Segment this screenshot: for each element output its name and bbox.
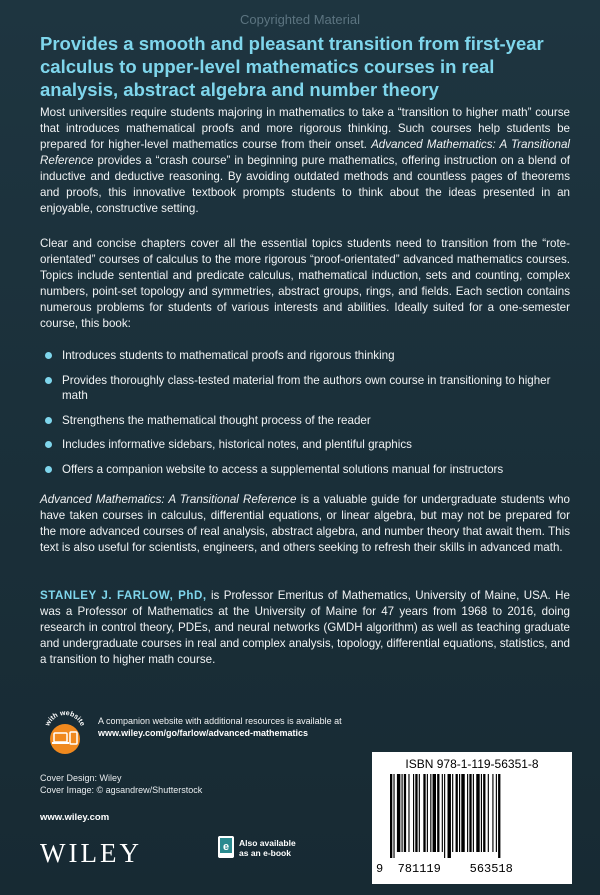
barcode-bar — [476, 774, 479, 852]
wiley-logo: WILEY — [40, 838, 142, 868]
feature-item — [40, 437, 560, 453]
headline: Provides a smooth and pleasant transition from first-year calculus to upper-level mathematics courses in real analysis, abstract algebra and number theory — [40, 33, 544, 100]
bullet-dot-icon — [45, 417, 52, 424]
isbn-digits: 9 781119 563518 — [376, 862, 513, 876]
barcode-bar — [397, 774, 400, 852]
barcode-bar — [430, 774, 431, 852]
bullet-dot-icon — [45, 377, 52, 384]
book-title: Advanced Mathematics: A Transitional Reference — [40, 138, 571, 167]
book-title: Advanced Mathematics: A Transitional Reference — [40, 493, 297, 506]
para1-text-b: provides a “crash course” in beginning pure mathematics, offering instruction on a blend of inductive and deductive reasoning. By avoiding outdated methods and countless pages of theorems and proofs, this innovative textbook prompts students to think about the ideas presented in an enjoyable, constructive setting. — [40, 154, 570, 215]
feature-item — [40, 462, 560, 478]
barcode-bar — [390, 774, 392, 858]
feature-list — [40, 348, 560, 486]
barcode-icon — [386, 774, 562, 858]
barcode-bar — [488, 774, 489, 852]
barcode-bar — [456, 774, 458, 852]
barcode-bar — [444, 774, 445, 858]
ebook-line-1: Also available — [239, 838, 296, 848]
feature-item — [40, 373, 560, 404]
author-bio — [40, 588, 570, 668]
feature-text: Provides thoroughly class-tested material from the authors own course in transitioning to higher math — [62, 373, 551, 402]
author-name: STANLEY J. FARLOW, PhD, — [40, 589, 207, 602]
barcode-bar — [408, 774, 409, 852]
with-website-badge-icon — [40, 708, 90, 758]
feature-text: Strengthens the mathematical thought process of the reader — [62, 413, 371, 427]
ebook-availability — [239, 838, 296, 858]
barcode-bar — [498, 774, 500, 858]
barcode-bar — [492, 774, 493, 852]
barcode-bar — [467, 774, 468, 852]
barcode-bar — [448, 774, 451, 858]
barcode-bar — [404, 774, 406, 852]
feature-text: Offers a companion website to access a supplemental solutions manual for instructors — [62, 462, 504, 476]
feature-text: Includes informative sidebars, historical notes, and plentiful graphics — [62, 438, 412, 451]
ebook-icon — [218, 836, 234, 858]
barcode-bar — [419, 774, 420, 852]
para3-text: is a valuable guide for undergraduate students who have taken courses in calculus, differential equations, or linear algebra, but may not be prepared for the more advanced courses of real analysis, abstract algebra, and number theory that await them. This text is also useful for scientists, engineers, and others seeking to refresh their skills in advanced math. — [40, 493, 570, 554]
barcode-bar — [442, 774, 443, 852]
barcode-bar — [427, 774, 428, 852]
barcode-bar — [481, 774, 482, 852]
barcode-bar — [452, 774, 453, 852]
barcode-bar — [423, 774, 425, 852]
copyright-watermark: Copyrighted Material — [240, 12, 360, 27]
svg-text:e: e — [222, 841, 230, 853]
para1-text-a: Most universities require students majoring in mathematics to take a “transition to higher math” course that introduces mathematical proofs and more rigorous thinking. Such courses help students be prepared for higher-level mathematics course from their onset. — [40, 106, 570, 151]
companion-website-note — [98, 715, 342, 739]
bullet-dot-icon — [45, 352, 52, 359]
companion-text: A companion website with additional resources is available at — [98, 716, 342, 726]
cover-image-credit: Cover Image: © agsandrew/Shutterstock — [40, 785, 203, 795]
barcode-bar — [473, 774, 474, 852]
barcode-bar — [433, 774, 436, 852]
cover-design-credit: Cover Design: Wiley — [40, 773, 122, 783]
wiley-url-link[interactable]: www.wiley.com — [40, 812, 110, 823]
badge-text: with website — [44, 709, 86, 728]
barcode-bar — [413, 774, 414, 852]
barcode-bar — [459, 774, 460, 852]
barcode-bar — [496, 774, 497, 852]
description-paragraph-2: Clear and concise chapters cover all the essential topics students need to transition from the “rote-orientated” courses of calculus to the more rigorous “proof-orientated” advanced mathematics courses. Topics include sentential and predicate calculus, mathematical induction, sets and counting, complex numbers, point-set topology and symmetries, abstract groups, rings, and fields. Each section contains numerous problems for students of various interests and abilities. Ideally suited for a one-semester course, this book: — [40, 237, 570, 330]
isbn-barcode-box — [372, 752, 572, 884]
cover-credits — [40, 772, 202, 796]
barcode-bar — [402, 774, 403, 852]
feature-text: Introduces students to mathematical proofs and rigorous thinking — [62, 349, 395, 362]
bullet-dot-icon — [45, 441, 52, 448]
barcode-bar — [415, 774, 417, 852]
feature-item — [40, 348, 560, 364]
isbn-label: ISBN 978-1-119-56351-8 — [405, 757, 539, 771]
author-bio-text: is Professor Emeritus of Mathematics, University of Maine, USA. He was a Professor of Mathematics at the University of Maine for 47 years from 1968 to 2016, doing research in control theory, PDEs, and neural networks (GMDH algorithm) as well as teaching graduate and undergraduate courses in real and complex analysis, topology, differential equations, statistics, and a transition to higher math course. — [40, 589, 570, 666]
barcode-bar — [461, 774, 464, 852]
companion-url-link[interactable]: www.wiley.com/go/farlow/advanced-mathematics — [98, 728, 309, 738]
barcode-bar — [469, 774, 471, 852]
ebook-line-2: as an e-book — [239, 848, 291, 858]
feature-item — [40, 413, 560, 429]
description-paragraph-1 — [40, 105, 570, 217]
barcode-bar — [393, 774, 394, 858]
bullet-dot-icon — [45, 466, 52, 473]
description-paragraph-3 — [40, 492, 570, 556]
barcode-bar — [483, 774, 485, 852]
barcode-bar — [437, 774, 439, 852]
